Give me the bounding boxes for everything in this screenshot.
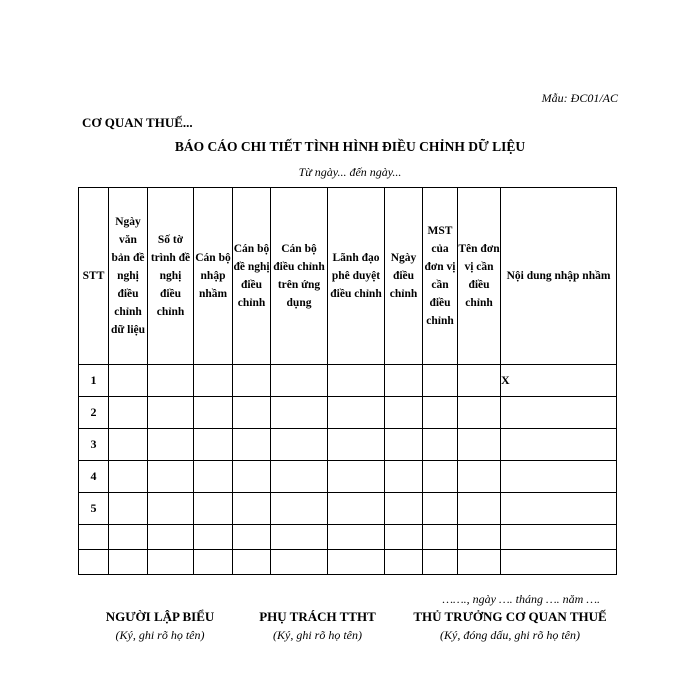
- table-cell: [423, 550, 458, 575]
- table-cell: [233, 525, 271, 550]
- signature-block-head: [395, 609, 625, 643]
- table-cell: [458, 365, 501, 397]
- table-cell: [458, 397, 501, 429]
- signature-note: (Ký, ghi rõ họ tên): [273, 628, 362, 642]
- column-header-tax-code: MST của đơn vị cần điều chỉnh: [423, 188, 458, 365]
- table-cell: [385, 550, 423, 575]
- row-number: 2: [79, 397, 109, 429]
- column-header-proposal-number: Số tờ trình đề nghị điều chỉnh: [148, 188, 194, 365]
- table-cell: [271, 365, 328, 397]
- report-table: [78, 187, 617, 575]
- signature-note: (Ký, ghi rõ họ tên): [115, 628, 205, 642]
- wrong-content-cell: [501, 493, 617, 525]
- table-cell: [423, 365, 458, 397]
- table-cell: [148, 429, 194, 461]
- column-header-approving-leader: Lãnh đạo phê duyệt điều chỉnh: [328, 188, 385, 365]
- row-number: 4: [79, 461, 109, 493]
- row-number: 1: [79, 365, 109, 397]
- table-row: [79, 365, 617, 397]
- table-cell: [423, 397, 458, 429]
- table-cell: [385, 461, 423, 493]
- table-cell: [109, 493, 148, 525]
- table-cell: [423, 525, 458, 550]
- table-cell: [194, 429, 233, 461]
- table-cell: [385, 493, 423, 525]
- table-cell: [194, 365, 233, 397]
- table-cell: [233, 550, 271, 575]
- table-row: [79, 493, 617, 525]
- column-header-request-date: Ngày văn bản đề nghị điều chỉnh dữ liệu: [109, 188, 148, 365]
- table-cell: [148, 525, 194, 550]
- table-cell: [271, 461, 328, 493]
- signature-role: THỦ TRƯỞNG CƠ QUAN THUẾ: [413, 609, 607, 624]
- table-cell: [423, 461, 458, 493]
- report-period: Từ ngày... đến ngày...: [298, 165, 402, 179]
- wrong-content-cell: [501, 461, 617, 493]
- wrong-content-cell: [501, 429, 617, 461]
- signature-role: PHỤ TRÁCH TTHT: [259, 609, 376, 624]
- table-cell: [328, 429, 385, 461]
- table-cell: [233, 365, 271, 397]
- table-cell: [385, 429, 423, 461]
- column-header-adjusting-officer: Cán bộ điều chỉnh trên ứng dụng: [271, 188, 328, 365]
- table-cell: [109, 525, 148, 550]
- table-row: [79, 525, 617, 550]
- table-cell: [148, 550, 194, 575]
- column-header-wrong-entry-officer: Cán bộ nhập nhầm: [194, 188, 233, 365]
- form-code: Mẫu: ĐC01/AC: [541, 91, 618, 105]
- table-cell: [194, 550, 233, 575]
- table-cell: [148, 397, 194, 429]
- table-cell: [109, 550, 148, 575]
- signature-block-preparer: [80, 609, 240, 643]
- table-cell: [194, 525, 233, 550]
- wrong-content-cell: [501, 525, 617, 550]
- signature-note: (Ký, đóng dấu, ghi rõ họ tên): [440, 628, 580, 642]
- column-header-stt: STT: [79, 188, 109, 365]
- table-header-row: [79, 188, 617, 365]
- table-cell: [194, 493, 233, 525]
- table-cell: [233, 429, 271, 461]
- table-cell: [271, 397, 328, 429]
- table-cell: [148, 365, 194, 397]
- table-cell: [328, 365, 385, 397]
- table-cell: [385, 365, 423, 397]
- table-cell: [458, 429, 501, 461]
- table-cell: [423, 493, 458, 525]
- table-row: [79, 550, 617, 575]
- table-cell: [458, 493, 501, 525]
- row-number: [79, 550, 109, 575]
- table-cell: [271, 525, 328, 550]
- table-cell: [148, 461, 194, 493]
- agency-name: CƠ QUAN THUẾ...: [82, 115, 193, 130]
- column-header-adjust-date: Ngày điều chỉnh: [385, 188, 423, 365]
- column-header-wrong-content: Nội dung nhập nhầm: [501, 188, 617, 365]
- row-number: 3: [79, 429, 109, 461]
- table-cell: [271, 550, 328, 575]
- table-cell: [458, 525, 501, 550]
- table-cell: [328, 493, 385, 525]
- table-cell: [148, 493, 194, 525]
- row-number: [79, 525, 109, 550]
- table-cell: [423, 429, 458, 461]
- table-cell: [328, 525, 385, 550]
- signature-block-ttht: [240, 609, 395, 643]
- table-cell: [233, 461, 271, 493]
- table-cell: [328, 461, 385, 493]
- table-cell: [328, 550, 385, 575]
- table-cell: [458, 461, 501, 493]
- table-row: [79, 461, 617, 493]
- table-cell: [194, 461, 233, 493]
- table-cell: [109, 365, 148, 397]
- table-cell: [271, 493, 328, 525]
- wrong-content-cell: X: [501, 365, 617, 397]
- table-cell: [109, 429, 148, 461]
- column-header-requesting-officer: Cán bộ đề nghị điều chỉnh: [233, 188, 271, 365]
- table-cell: [109, 461, 148, 493]
- table-cell: [385, 397, 423, 429]
- table-cell: [233, 397, 271, 429]
- signing-date-line: ……., ngày …. tháng …. năm ….: [442, 592, 600, 606]
- table-cell: [109, 397, 148, 429]
- table-cell: [328, 397, 385, 429]
- table-cell: [385, 525, 423, 550]
- wrong-content-cell: [501, 397, 617, 429]
- table-cell: [271, 429, 328, 461]
- row-number: 5: [79, 493, 109, 525]
- table-cell: [458, 550, 501, 575]
- table-row: [79, 429, 617, 461]
- table-cell: [194, 397, 233, 429]
- wrong-content-cell: [501, 550, 617, 575]
- signature-role: NGƯỜI LẬP BIỂU: [105, 609, 215, 624]
- table-cell: [233, 493, 271, 525]
- column-header-unit-name: Tên đơn vị cần điều chỉnh: [458, 188, 501, 365]
- table-row: [79, 397, 617, 429]
- report-title: BÁO CÁO CHI TIẾT TÌNH HÌNH ĐIỀU CHỈNH DỮ LIỆU: [174, 139, 526, 154]
